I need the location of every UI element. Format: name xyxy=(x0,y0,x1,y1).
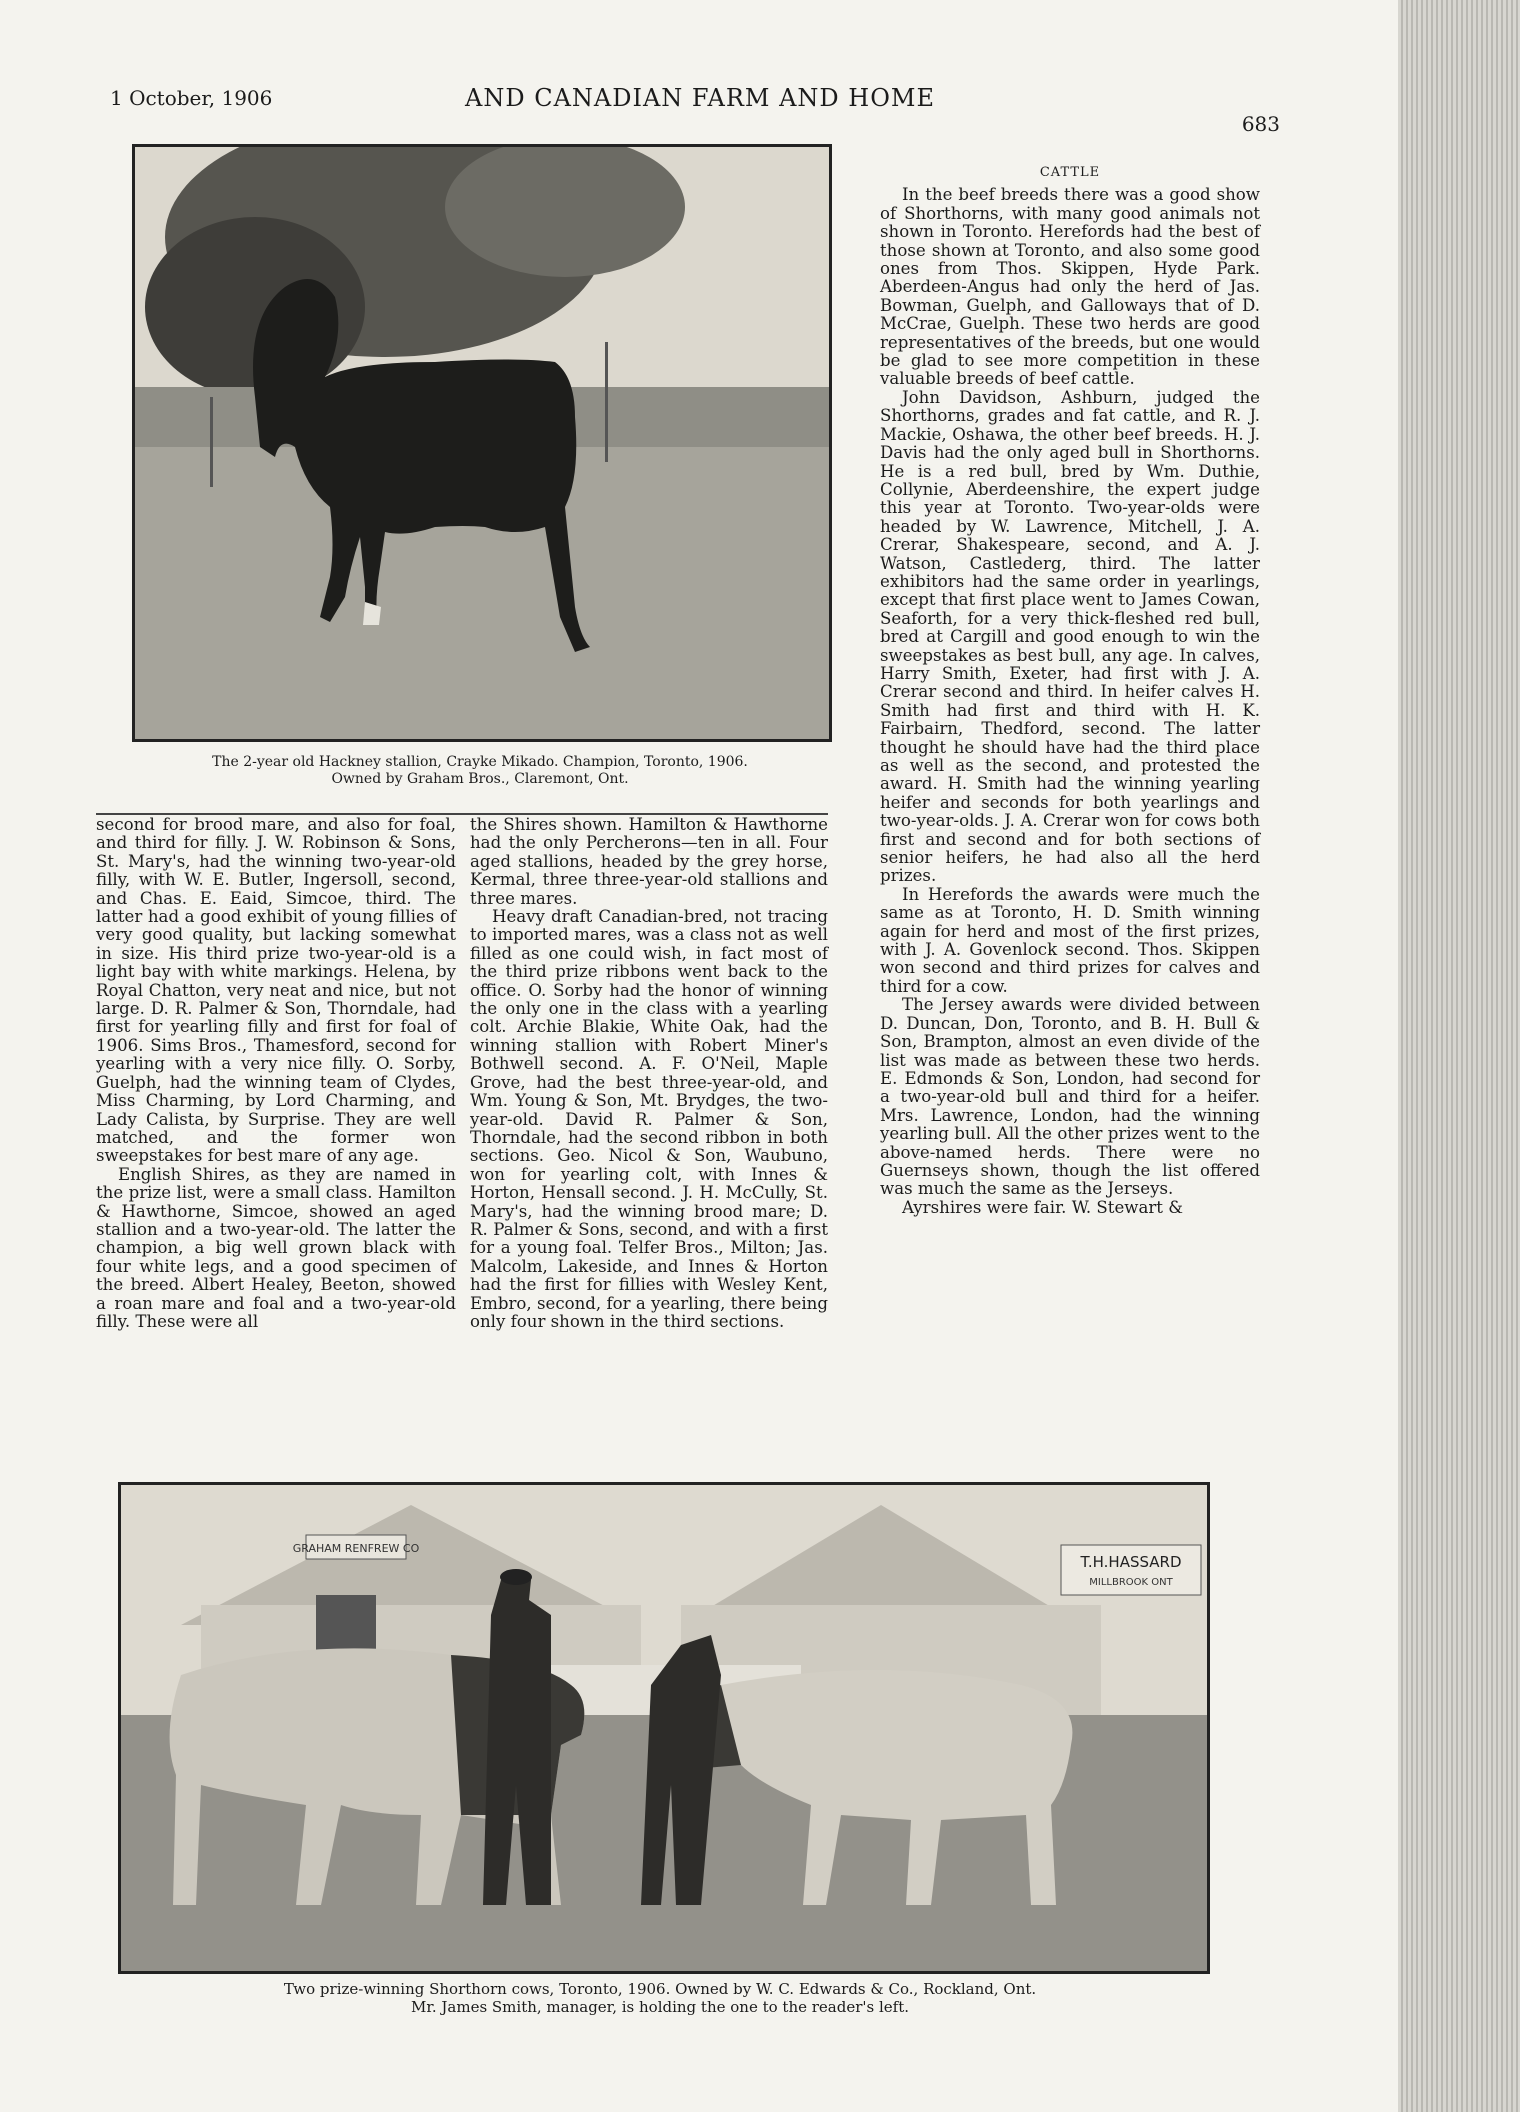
column1-paragraph: second for brood mare, and also for foal, and third for filly. J. W. Robinson & Sons, St. Mary's, had the winning two-year-old filly, with W. E. Butler, Ingersoll, second, and Chas. E. Eaid, Simcoe, third. The latter had a good exhibit of young fillies of very good quality, but lacking somewhat in size. His third prize two-year-old is a light bay with white markings. Helena, by Royal Chatton, very neat and nice, but not large. D. R. Palmer & Son, Thorndale, had first for yearling filly and first for foal of 1906. Sims Bros., Thamesford, second for yearling with a very nice filly. O. Sorby, Guelph, had the winning team of Clydes, Miss Charming, by Lord Charming, and Lady Calista, by Surprise. They are well matched, and the former won sweepstakes for best mare of any age. xyxy=(96,815,456,1166)
article-column-3 xyxy=(880,164,1260,1217)
barn-sign-right-line1: T.H.HASSARD xyxy=(1080,1553,1182,1571)
shorthorn-cows-photo xyxy=(118,1482,1210,1974)
photo1-caption-line2: Owned by Graham Bros., Claremont, Ont. xyxy=(331,771,629,787)
photo2-caption xyxy=(220,1980,1100,2016)
running-title: AND CANADIAN FARM AND HOME xyxy=(465,84,935,112)
hackney-stallion-photo xyxy=(132,144,832,742)
column3-paragraph: John Davidson, Ashburn, judged the Shorthorns, grades and fat cattle, and R. J. Mackie, Oshawa, the other beef breeds. H. J. Davis had the only aged bull in Shorthorns. He is a red bull, bred by Wm. Duthie, Collynie, Aberdeenshire, the expert judge this year at Toronto. Two-year-olds were headed by W. Lawrence, Mitchell, J. A. Crerar, Shakespeare, second, and A. J. Watson, Castlederg, third. The latter exhibitors had the same order in yearlings, except that first place went to James Cowan, Seaforth, for a very thick-fleshed red bull, bred at Cargill and good enough to win the sweepstakes as best bull, any age. In calves, Harry Smith, Exeter, had first with J. A. Crerar second and third. In heifer calves H. Smith had first and third with H. K. Fairbairn, Thedford, second. The latter thought he should have had the third place as well as the second, and protested the award. H. Smith had the winning yearling heifer and seconds for both yearlings and two-year-olds. J. A. Crerar won for cows both first and second and for both sections of senior heifers, he had also all the herd prizes. xyxy=(880,387,1260,886)
cows-illustration xyxy=(121,1485,1207,1971)
column3-paragraph: The Jersey awards were divided between D. Duncan, Don, Toronto, and B. H. Bull & Son, Brampton, almost an even divide of the list was made as between these two herds. E. Edmonds & Son, London, had second for a two-year-old bull and third for a heifer. Mrs. Lawrence, London, had the winning yearling bull. All the other prizes went to the above-named herds. There were no Guernseys shown, though the list offered was much the same as the Jerseys. xyxy=(880,995,1260,1199)
article-column-2 xyxy=(470,816,828,1331)
column2-paragraph: Heavy draft Canadian-bred, not tracing to imported mares, was a class not as well filled as one could wish, in fact most of the third prize ribbons went back to the office. O. Sorby had the honor of winning the only one in the class with a yearling colt. Archie Blakie, White Oak, had the winning stallion with Robert Miner's Bothwell second. A. F. O'Neil, Maple Grove, had the best three-year-old, and Wm. Young & Son, Mt. Brydges, the two-year-old. David R. Palmer & Son, Thorndale, had the second ribbon in both sections. Geo. Nicol & Son, Waubuno, won for yearling colt, with Innes & Horton, Hensall second. J. H. McCully, St. Mary's, had the winning brood mare; D. R. Palmer & Sons, second, and with a first for a young foal. Telfer Bros., Milton; Jas. Malcolm, Lakeside, and Innes & Horton had the first for fillies with Wesley Kent, Embro, second, for a yearling, there being only four shown in the third sections. xyxy=(470,907,828,1331)
photo1-caption-line1: The 2-year old Hackney stallion, Crayke Mikado. Champion, Toronto, 1906. xyxy=(212,754,748,770)
photo2-caption-line2: Mr. James Smith, manager, is holding the one to the reader's left. xyxy=(410,1998,910,2016)
column1-paragraph: English Shires, as they are named in the prize list, were a small class. Hamilton & Hawthorne, Simcoe, showed an aged stallion and a two-year-old. The latter the champion, a big well grown black with four white legs, and a good specimen of the breed. Albert Healey, Beeton, showed a roan mare and foal and a two-year-old filly. These were all xyxy=(96,1164,456,1331)
barn-sign-right-line2: MILLBROOK ONT xyxy=(1089,1577,1173,1588)
page-header xyxy=(110,84,1280,136)
issue-date: 1 October, 1906 xyxy=(110,86,273,110)
column3-paragraph: Ayrshires were fair. W. Stewart & xyxy=(902,1197,1184,1217)
column3-paragraph: In Herefords the awards were much the same as at Toronto, H. D. Smith winning again for herd and most of the first prizes, with J. A. Govenlock second. Thos. Skippen won second and third prizes for calves and third for a cow. xyxy=(880,884,1260,996)
book-page-edges xyxy=(1398,0,1520,2112)
page-number: 683 xyxy=(1241,112,1280,136)
article-column-1 xyxy=(96,816,456,1331)
photo1-caption xyxy=(140,754,820,788)
column3-paragraph: In the beef breeds there was a good show of Shorthorns, with many good animals not shown in Toronto. Herefords had the best of those shown at Toronto, and also some good ones from Thos. Skippen, Hyde Park. Aberdeen-Angus had only the herd of Jas. Bowman, Guelph, and Galloways that of D. McCrae, Guelph. These two herds are good representatives of the breeds, but one would be glad to see more competition in these valuable breeds of beef cattle. xyxy=(880,185,1260,389)
barn-sign-left: GRAHAM RENFREW CO xyxy=(292,1542,420,1555)
section-heading-cattle: CATTLE xyxy=(1039,165,1101,180)
horse-illustration xyxy=(135,147,829,739)
photo2-caption-line1: Two prize-winning Shorthorn cows, Toronto, 1906. Owned by W. C. Edwards & Co., Rockland, Ont. xyxy=(283,1980,1037,1998)
column2-paragraph: the Shires shown. Hamilton & Hawthorne had the only Percherons—ten in all. Four aged stallions, headed by the grey horse, Kermal, three three-year-old stallions and three mares. xyxy=(470,815,828,908)
